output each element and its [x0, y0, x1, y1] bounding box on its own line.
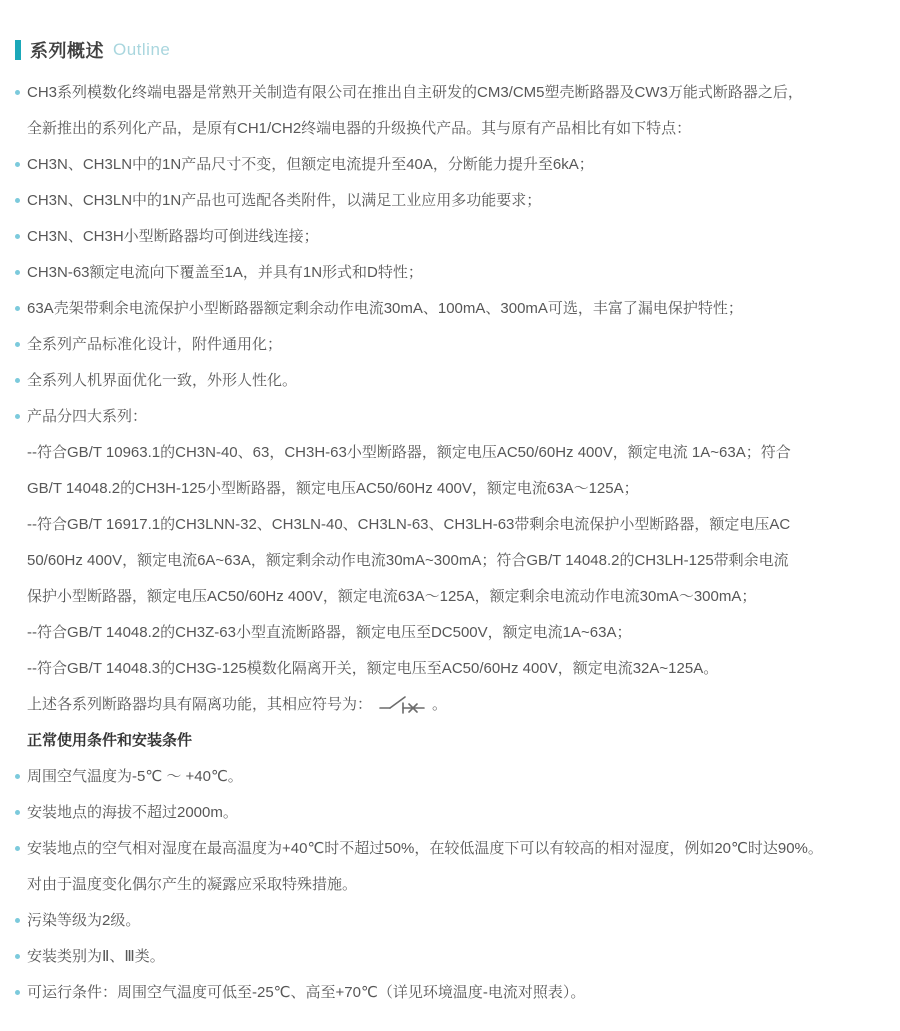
bullet-icon: [15, 342, 20, 347]
text-line: [15, 759, 886, 795]
content-item-bullet: [15, 75, 886, 147]
bullet-icon: [15, 990, 20, 995]
content-item-plain: [15, 507, 886, 615]
text-line: [15, 75, 886, 111]
line-text: 对由于温度变化偶尔产生的凝露应采取特殊措施。: [27, 876, 358, 893]
bullet-icon: [15, 270, 20, 275]
bullet-icon: [15, 954, 20, 959]
text-line: [15, 327, 886, 363]
symbol-text-after: 。: [432, 696, 448, 713]
bullet-icon: [15, 162, 20, 167]
text-line: [15, 831, 886, 867]
line-text: --符合GB/T 14048.3的CH3G-125模数化隔离开关，额定电压至AC50/60Hz 400V，额定电流32A~125A。: [27, 660, 719, 677]
line-text: 安装类别为Ⅱ、Ⅲ类。: [27, 948, 165, 965]
text-line: [15, 687, 886, 723]
bullet-icon: [15, 198, 20, 203]
text-line: [15, 507, 886, 543]
content-item-bullet: [15, 759, 886, 795]
content-item-bullet: [15, 147, 886, 183]
content-item-plain: [15, 615, 886, 651]
text-line: [15, 939, 886, 975]
text-line: [15, 795, 886, 831]
text-line: [15, 219, 886, 255]
line-text: 污染等级为2级。: [27, 912, 141, 929]
accent-bar: [15, 40, 21, 60]
bullet-icon: [15, 918, 20, 923]
line-text: 安装地点的海拔不超过2000m。: [27, 804, 238, 821]
content-item-bullet: [15, 291, 886, 327]
text-line: [15, 399, 886, 435]
line-text: CH3N、CH3H小型断路器均可倒进线连接；: [27, 228, 319, 245]
content-item-bullet: [15, 831, 886, 903]
content-item-bullet: [15, 939, 886, 975]
section-title-en: Outline: [113, 40, 171, 59]
text-line: [15, 291, 886, 327]
text-line: [15, 867, 886, 903]
content-item-plain: [15, 435, 886, 507]
line-text: 全系列人机界面优化一致，外形人性化。: [27, 372, 298, 389]
line-text: --符合GB/T 10963.1的CH3N-40、63，CH3H-63小型断路器，额定电压AC50/60Hz 400V，额定电流 1A~63A；符合: [27, 444, 791, 461]
line-text: 可运行条件：周围空气温度可低至-25℃、高至+70℃（详见环境温度-电流对照表）。: [27, 984, 586, 1001]
content-item-bullet: [15, 795, 886, 831]
line-text: CH3系列模数化终端电器是常熟开关制造有限公司在推出自主研发的CM3/CM5塑壳断路器及CW3万能式断路器之后，: [27, 84, 803, 101]
line-text: 周围空气温度为-5℃ ～ +40℃。: [27, 768, 243, 785]
content: [15, 75, 886, 1011]
line-text: CH3N、CH3LN中的1N产品尺寸不变，但额定电流提升至40A，分断能力提升至6kA；: [27, 156, 594, 173]
text-line: [15, 255, 886, 291]
content-item-bullet: [15, 255, 886, 291]
text-line: [15, 435, 886, 471]
text-line: [15, 471, 886, 507]
text-line: [15, 363, 886, 399]
text-line: [15, 615, 886, 651]
bullet-icon: [15, 378, 20, 383]
line-text: CH3N、CH3LN中的1N产品也可选配各类附件，以满足工业应用多功能要求；: [27, 192, 542, 209]
line-text: 50/60Hz 400V，额定电流6A~63A，额定剩余动作电流30mA~300mA；符合GB/T 14048.2的CH3LH-125带剩余电流: [27, 552, 789, 569]
text-line: [15, 903, 886, 939]
content-item-bullet: [15, 975, 886, 1011]
text-line: [15, 651, 886, 687]
content-item-bullet: [15, 219, 886, 255]
line-text: 63A壳架带剩余电流保护小型断路器额定剩余动作电流30mA、100mA、300mA可选，丰富了漏电保护特性；: [27, 300, 743, 317]
line-text: --符合GB/T 16917.1的CH3LNN-32、CH3LN-40、CH3LN-63、CH3LH-63带剩余电流保护小型断路器，额定电压AC: [27, 516, 791, 533]
content-item-bullet: [15, 327, 886, 363]
text-line: [15, 183, 886, 219]
line-text: 产品分四大系列：: [27, 408, 148, 425]
line-text: --符合GB/T 14048.2的CH3Z-63小型直流断路器，额定电压至DC500V，额定电流1A~63A；: [27, 624, 632, 641]
text-line: [15, 111, 886, 147]
section-title-cn: 系列概述: [30, 41, 104, 61]
bullet-icon: [15, 90, 20, 95]
line-text: 全新推出的系列化产品，是原有CH1/CH2终端电器的升级换代产品。其与原有产品相比有如下特点：: [27, 120, 692, 137]
line-text: 保护小型断路器，额定电压AC50/60Hz 400V，额定电流63A～125A，额定剩余电流动作电流30mA～300mA；: [27, 588, 757, 605]
bullet-icon: [15, 306, 20, 311]
bullet-icon: [15, 774, 20, 779]
bullet-icon: [15, 810, 20, 815]
text-line: [15, 723, 886, 759]
bullet-icon: [15, 414, 20, 419]
isolation-switch-symbol: [378, 692, 426, 714]
text-line: [15, 543, 886, 579]
text-line: [15, 147, 886, 183]
line-text: 正常使用条件和安装条件: [27, 732, 193, 749]
content-item-bullet: [15, 183, 886, 219]
section-header: [15, 38, 886, 62]
line-text: 全系列产品标准化设计，附件通用化；: [27, 336, 283, 353]
content-item-bullet: [15, 399, 886, 435]
content-item-plain: [15, 651, 886, 687]
content-item-symbol: [15, 687, 886, 723]
content-item-bullet: [15, 363, 886, 399]
text-line: [15, 579, 886, 615]
symbol-text-before: 上述各系列断路器均具有隔离功能，其相应符号为：: [27, 696, 373, 713]
line-text: CH3N-63额定电流向下覆盖至1A，并具有1N形式和D特性；: [27, 264, 423, 281]
content-item-heading: [15, 723, 886, 759]
content-item-bullet: [15, 903, 886, 939]
bullet-icon: [15, 846, 20, 851]
text-line: [15, 975, 886, 1011]
line-text: GB/T 14048.2的CH3H-125小型断路器，额定电压AC50/60Hz 400V，额定电流63A～125A；: [27, 480, 639, 497]
line-text: 安装地点的空气相对湿度在最高温度为+40℃时不超过50%，在较低温度下可以有较高的相对湿度，例如20℃时达90%。: [27, 840, 823, 857]
bullet-icon: [15, 234, 20, 239]
